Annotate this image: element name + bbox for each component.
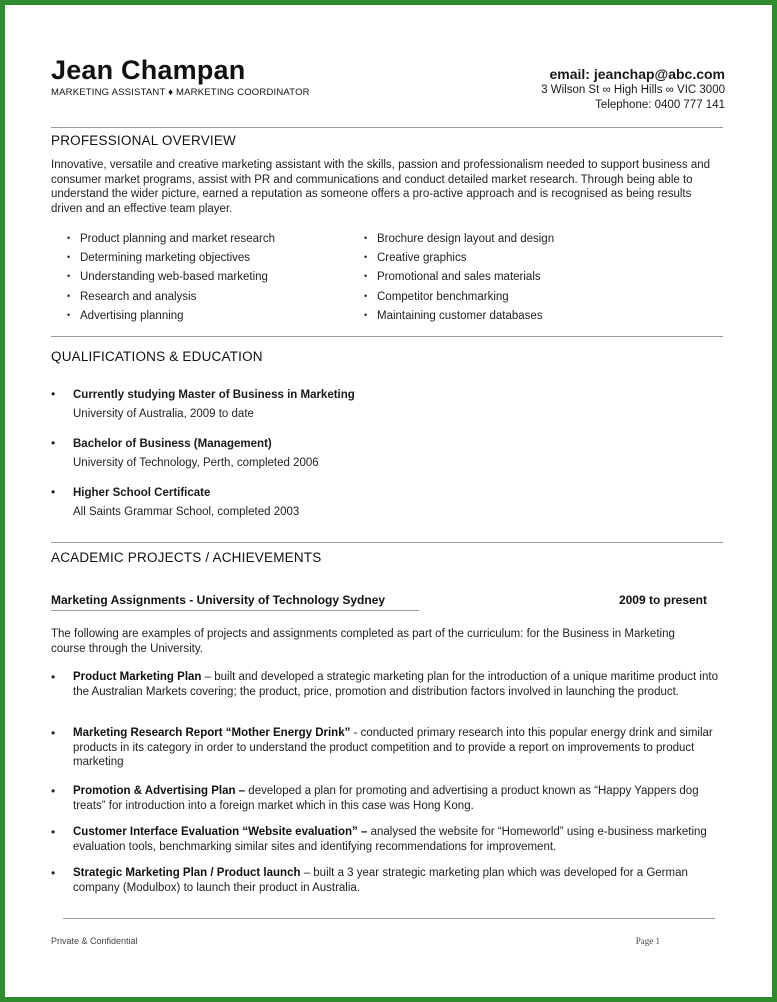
contact-telephone: Telephone: 0400 777 141 bbox=[595, 99, 725, 111]
skill-item: • Competitor benchmarking bbox=[364, 287, 554, 306]
contact-address: 3 Wilson St ∞ High Hills ∞ VIC 3000 bbox=[541, 84, 725, 96]
project-item bbox=[51, 784, 723, 813]
skill-item: • Maintaining customer databases bbox=[364, 306, 554, 325]
qualification-detail: University of Australia, 2009 to date bbox=[73, 408, 254, 420]
footer-confidential: Private & Confidential bbox=[51, 936, 138, 946]
overview-paragraph: Innovative, versatile and creative marketing assistant with the skills, passion and professionalism needed to support business and consumer market programs, assist with PR and communications and conduct detailed market research. Through being able to understand the wider picture, earned a reputation as someone offers a pro-active approach and is recognised as being results driven and an effective team player. bbox=[51, 159, 711, 215]
bullet-icon: • bbox=[51, 866, 56, 880]
academic-intro: The following are examples of projects and assignments completed as part of the curriculum: for the Business in Marketing course through the University. bbox=[51, 628, 675, 655]
candidate-subtitle: MARKETING ASSISTANT ♦ MARKETING COORDINATOR bbox=[51, 87, 310, 98]
contact-email: email: jeanchap@abc.com bbox=[549, 66, 725, 82]
qualification-detail: All Saints Grammar School, completed 2003 bbox=[73, 506, 300, 518]
bullet-icon: • bbox=[51, 726, 56, 740]
section-heading-qualifications: QUALIFICATIONS & EDUCATION bbox=[51, 349, 263, 364]
assignment-period: 2009 to present bbox=[618, 593, 707, 607]
section-heading-academic: ACADEMIC PROJECTS / ACHIEVEMENTS bbox=[51, 550, 322, 565]
qualification-detail: University of Technology, Perth, completed 2006 bbox=[73, 457, 319, 469]
project-title: Strategic Marketing Plan / Product launch bbox=[73, 867, 301, 879]
project-description: – built and developed a strategic marketing plan for the introduction of a unique maritime product into the Australian Markets covering; the product, price, promotion and distribution factors involved in launching the product. bbox=[73, 671, 718, 698]
skill-item: • Research and analysis bbox=[67, 287, 275, 306]
project-item bbox=[51, 670, 723, 699]
project-title: Promotion & Advertising Plan – bbox=[73, 785, 246, 797]
skill-item: • Promotional and sales materials bbox=[364, 267, 554, 286]
divider bbox=[51, 336, 723, 337]
skill-item: • Creative graphics bbox=[364, 248, 554, 267]
skill-item: • Understanding web-based marketing bbox=[67, 267, 275, 286]
bullet-icon: • bbox=[51, 825, 56, 839]
project-description: analysed the website for “Homeworld” using e-business marketing evaluation tools, benchmarking similar sites and identifying recommendations for improvement. bbox=[73, 826, 707, 853]
project-description: - conducted primary research into this popular energy drink and similar products in its category in order to understand the product competition and to provide a report on improvements to product marketing bbox=[73, 727, 713, 768]
project-item bbox=[51, 866, 723, 895]
skill-item: • Determining marketing objectives bbox=[67, 248, 275, 267]
bullet-icon: • bbox=[51, 436, 56, 450]
candidate-name: Jean Champan bbox=[51, 55, 246, 85]
bullet-icon: • bbox=[51, 784, 56, 798]
skills-list-right bbox=[364, 229, 554, 325]
project-description: – built a 3 year strategic marketing plan which was developed for a German company (Modulbox) to launch their product in Australia. bbox=[73, 867, 688, 894]
footer-page-number: Page 1 bbox=[635, 936, 660, 946]
project-title: Marketing Research Report “Mother Energy Drink” bbox=[73, 727, 351, 739]
contact-block bbox=[541, 65, 725, 113]
bullet-icon: • bbox=[51, 485, 56, 499]
subheading-underline bbox=[51, 610, 419, 611]
qualification-title: Bachelor of Business (Management) bbox=[73, 438, 272, 450]
project-title: Product Marketing Plan bbox=[73, 671, 202, 683]
section-heading-overview: PROFESSIONAL OVERVIEW bbox=[51, 133, 236, 148]
project-item bbox=[51, 825, 723, 854]
skill-item: • Product planning and market research bbox=[67, 229, 275, 248]
project-item bbox=[51, 726, 723, 770]
qualification-title: Higher School Certificate bbox=[73, 487, 211, 499]
divider bbox=[51, 542, 723, 543]
assignment-subheading: Marketing Assignments - University of Technology Sydney bbox=[51, 593, 386, 607]
resume-page bbox=[5, 5, 772, 997]
qualification-title: Currently studying Master of Business in Marketing bbox=[73, 389, 355, 401]
skill-item: • Brochure design layout and design bbox=[364, 229, 554, 248]
project-title: Customer Interface Evaluation “Website evaluation” – bbox=[73, 826, 368, 838]
skills-list-left bbox=[67, 229, 275, 325]
skill-item: • Advertising planning bbox=[67, 306, 275, 325]
footer-divider bbox=[63, 918, 715, 919]
bullet-icon: • bbox=[51, 387, 56, 401]
divider bbox=[51, 127, 723, 128]
bullet-icon: • bbox=[51, 670, 56, 684]
project-description: developed a plan for promoting and advertising a product known as “Happy Yappers dog treats” for introduction into a foreign market which in this case was Hong Kong. bbox=[73, 785, 699, 812]
